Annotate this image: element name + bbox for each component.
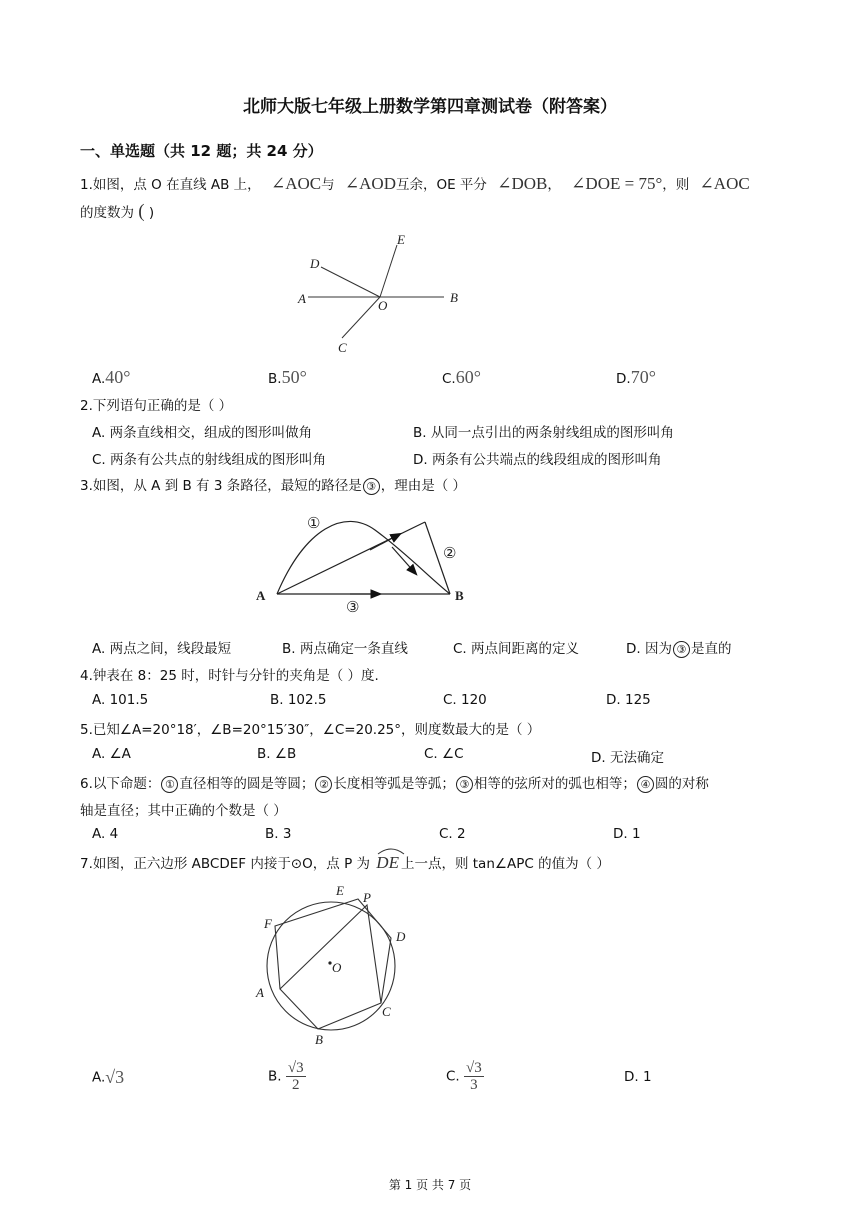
- q1-angle-doe: ∠DOE = 75°: [571, 174, 663, 193]
- q1-angle-aoc: ∠AOC: [699, 174, 750, 193]
- ray-oe: [380, 245, 397, 297]
- question-2-stem: 2.下列语句正确的是（ ）: [80, 398, 233, 414]
- q6-option-a[interactable]: A. 4: [92, 826, 119, 842]
- q7-figure: [250, 875, 420, 1050]
- q4-option-d[interactable]: D. 125: [606, 692, 651, 708]
- q4-option-b[interactable]: B. 102.5: [270, 692, 327, 708]
- page-title: 北师大版七年级上册数学第四章测试卷（附答案）: [243, 97, 617, 117]
- label-o: O: [332, 960, 342, 975]
- question-6-stem-line2: 轴是直径；其中正确的个数是（ ）: [80, 803, 287, 819]
- q7-option-b[interactable]: B. $\frac{√3}{2}$: [268, 1060, 304, 1093]
- q1-angle-aoc: ∠AOC: [270, 174, 322, 193]
- q1-option-c[interactable]: C.60°: [442, 367, 481, 387]
- label-1: ①: [307, 516, 321, 532]
- label-d: D: [310, 256, 320, 271]
- path-2-segment-a: [277, 522, 425, 594]
- q1-option-b[interactable]: B.50°: [268, 367, 307, 387]
- label-c: C: [338, 340, 347, 355]
- q4-option-a[interactable]: A. 101.5: [92, 692, 149, 708]
- label-p: P: [363, 890, 371, 905]
- question-3-stem: [80, 474, 466, 495]
- q1-text: 互余，OE 平分: [395, 177, 487, 193]
- path-1: [277, 521, 450, 594]
- arc-symbol-icon: [376, 847, 406, 855]
- label-c: C: [382, 1004, 391, 1019]
- q5-option-b[interactable]: B. ∠B: [257, 746, 297, 762]
- q6-option-d[interactable]: D. 1: [613, 826, 641, 842]
- question-6-stem: 6.以下命题： ① 直径相等的圆是等圆； ② 长度相等弧是等弧； ③ 相等的弦所对的弧也相等； ④ 圆的对称: [80, 776, 709, 792]
- q5-option-d[interactable]: D. 无法确定: [591, 750, 664, 766]
- q3-text: ，理由是（ ）: [380, 478, 467, 494]
- question-1-stem: [80, 173, 750, 194]
- q3-option-d[interactable]: D. 因为 ③ 是直的: [626, 641, 732, 657]
- q3-option-a[interactable]: A. 两点之间，线段最短: [92, 641, 232, 657]
- label-a: A: [256, 588, 266, 603]
- circled-3: ③: [673, 641, 690, 658]
- label-e: E: [336, 883, 344, 898]
- q2-option-b[interactable]: B. 从同一点引出的两条射线组成的图形叫角: [413, 425, 674, 441]
- arrow-2-a: [370, 534, 400, 550]
- label-b: B: [315, 1032, 323, 1047]
- q1-text: 的度数为: [80, 205, 134, 221]
- label-e: E: [397, 232, 405, 247]
- q1-text: 与: [321, 177, 335, 193]
- label-2: ②: [443, 546, 457, 562]
- q7-option-c[interactable]: C. $\frac{√3}{3}$: [446, 1060, 482, 1093]
- circled-4: ④: [637, 776, 654, 793]
- q6-option-b[interactable]: B. 3: [265, 826, 292, 842]
- q1-text: ，则: [662, 177, 690, 193]
- q1-figure: [296, 230, 476, 355]
- q5-option-c[interactable]: C. ∠C: [424, 746, 464, 762]
- q1-angle-aod: ∠AOD: [344, 174, 396, 193]
- ray-od: [321, 267, 380, 297]
- q3-figure: [250, 508, 480, 616]
- question-5-stem: 5.已知∠A=20°18′，∠B=20°15′30″，∠C=20.25°，则度数最大的是（ ）: [80, 722, 541, 738]
- q6-option-c[interactable]: C. 2: [439, 826, 466, 842]
- q3-option-c[interactable]: C. 两点间距离的定义: [453, 641, 580, 657]
- label-d: D: [396, 929, 406, 944]
- label-3: ③: [346, 600, 360, 616]
- q5-option-a[interactable]: A. ∠A: [92, 746, 131, 762]
- q7-option-d[interactable]: D. 1: [624, 1069, 652, 1085]
- label-b: B: [450, 290, 458, 305]
- circled-3: ③: [363, 478, 380, 495]
- q2-option-c[interactable]: C. 两条有公共点的射线组成的图形叫角: [92, 452, 327, 468]
- q1-angle-dob: ∠DOB: [497, 174, 548, 193]
- q1-text: ，: [547, 177, 561, 193]
- q2-option-a[interactable]: A. 两条直线相交，组成的图形叫做角: [92, 425, 313, 441]
- circled-1: ①: [161, 776, 178, 793]
- q1-option-d[interactable]: D.70°: [616, 367, 656, 387]
- label-f: F: [264, 916, 272, 931]
- q1-paren: ): [144, 205, 155, 221]
- q3-option-b[interactable]: B. 两点确定一条直线: [282, 641, 408, 657]
- label-a: A: [256, 985, 264, 1000]
- circled-3: ③: [456, 776, 473, 793]
- q2-option-d[interactable]: D. 两条有公共端点的线段组成的图形叫角: [413, 452, 662, 468]
- section-heading: 一、单选题（共 12 题；共 24 分）: [80, 142, 323, 160]
- arc-de: DE: [376, 853, 399, 873]
- label-a: A: [298, 291, 306, 306]
- q7-option-a[interactable]: A.√3: [92, 1067, 125, 1087]
- circled-2: ②: [315, 776, 332, 793]
- q3-text: 3.如图，从 A 到 B 有 3 条路径，最短的路径是: [80, 478, 362, 494]
- q1-text: 1.如图，点 O 在直线 AB 上，: [80, 177, 261, 193]
- q1-option-a[interactable]: A.40°: [92, 367, 131, 387]
- question-1-stem-line2: [80, 201, 154, 223]
- question-4-stem: 4.钟表在 8：25 时，时针与分针的夹角是（ ）度.: [80, 668, 379, 684]
- q1-paren: (: [138, 201, 145, 222]
- page-footer: 第 1 页 共 7 页: [388, 1178, 472, 1192]
- label-b: B: [455, 588, 464, 603]
- ray-oc: [342, 297, 380, 338]
- question-7-stem: 7.如图，正六边形 ABCDEF 内接于⊙O，点 P 为 DE 上一点，则 tan∠APC 的值为（ ）: [80, 852, 610, 873]
- q4-option-c[interactable]: C. 120: [443, 692, 487, 708]
- label-o: O: [378, 298, 388, 313]
